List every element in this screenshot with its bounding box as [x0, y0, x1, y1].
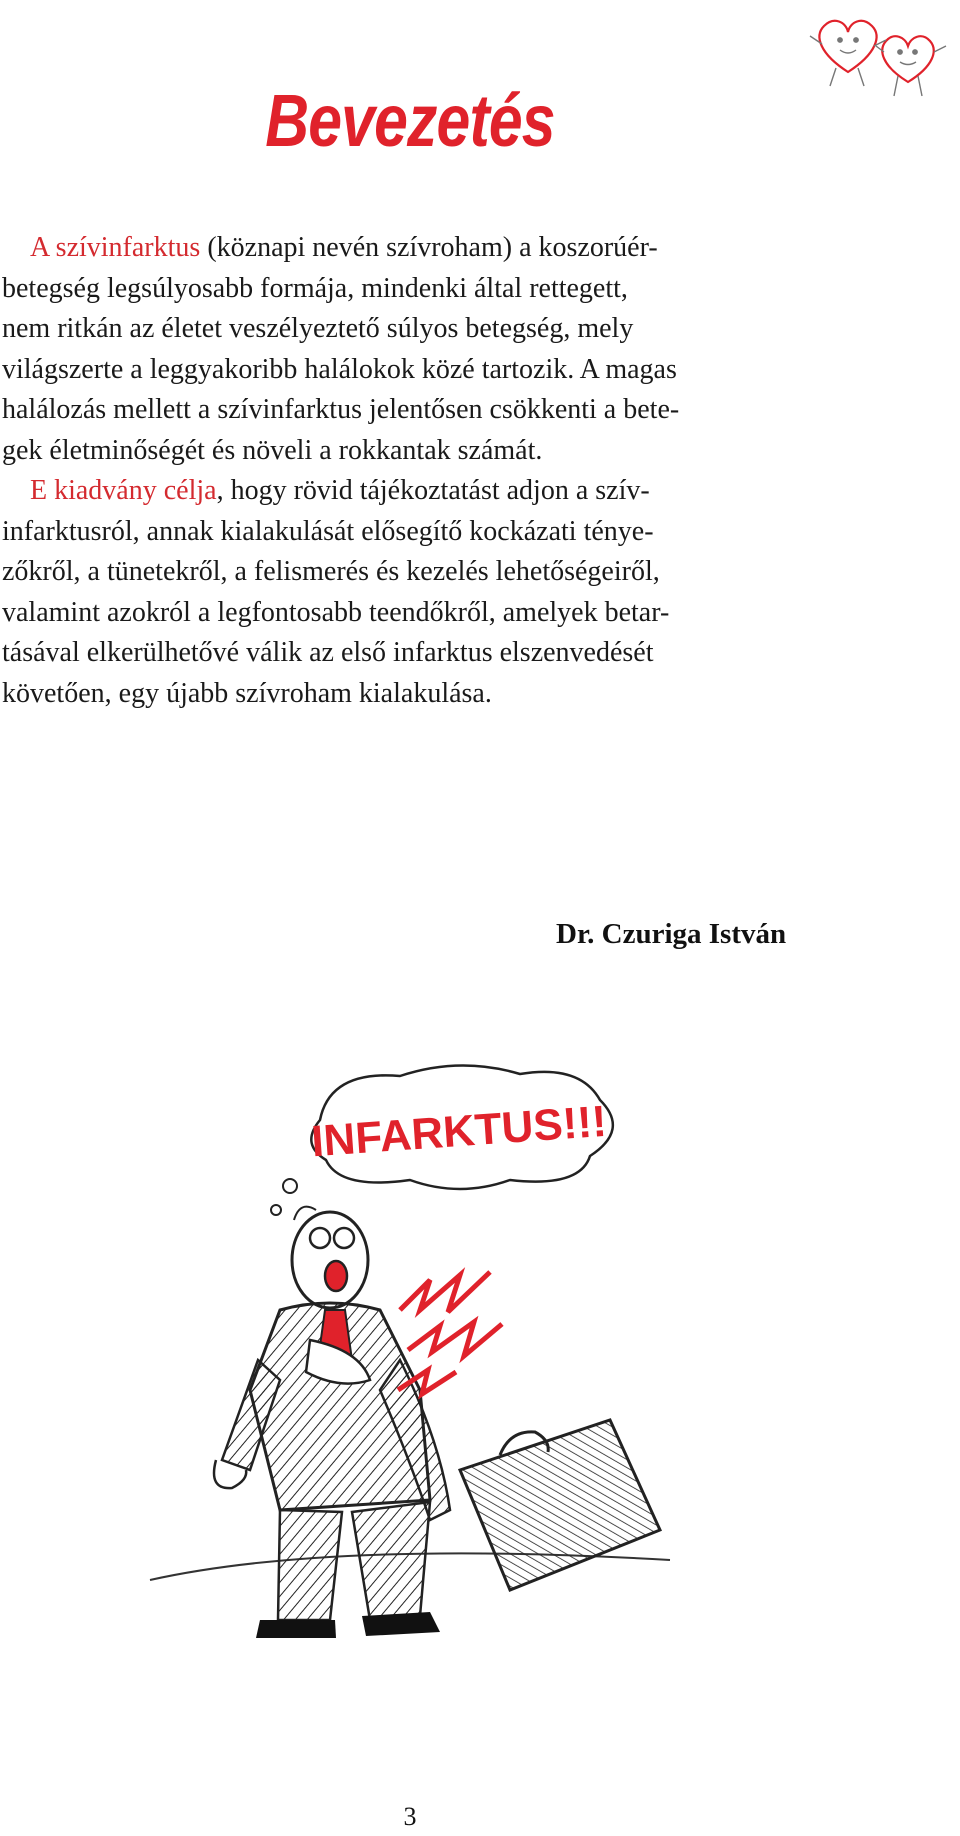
- text-line: betegség legsúlyosabb formája, mindenki által rettegett,: [2, 272, 628, 304]
- text-line: nem ritkán az életet veszélyeztető súlyos betegség, mely: [2, 313, 634, 344]
- text-line: infarktusról, annak kialakulását elősegítő kockázati ténye-: [2, 515, 654, 547]
- decorative-hearts-icon: [800, 6, 960, 106]
- text-line: világszerte a leggyakoribb halálokok közé tartozik. A magas: [2, 353, 677, 385]
- highlighted-term: E kiadvány célja: [30, 475, 217, 506]
- author-signature: Dr. Czuriga István: [556, 918, 787, 950]
- text-line: követően, egy újabb szívroham kialakulása.: [2, 677, 492, 709]
- page-title: Bevezetés: [265, 79, 555, 162]
- text-line: A szívinfarktus (köznapi nevén szívroham) a koszorúér-: [30, 232, 658, 263]
- text-line: zőkről, a tünetekről, a felismerés és kezelés lehetőségeiről,: [2, 556, 660, 587]
- text-line: valamint azokról a legfontosabb teendőkről, amelyek betar-: [2, 596, 670, 628]
- text-line: gek életminőségét és növeli a rokkantak számát.: [2, 434, 543, 466]
- text-line: tásával elkerülhetővé válik az első infarktus elszenvedését: [2, 637, 654, 668]
- page-number: 3: [403, 1802, 417, 1831]
- heart-attack-cartoon-illustration: [130, 1060, 730, 1700]
- text-line: halálozás mellett a szívinfarktus jelentősen csökkenti a bete-: [2, 394, 680, 425]
- intro-text: [2, 228, 802, 714]
- speech-bubble-text: INFARKTUS!!!: [309, 1096, 609, 1167]
- highlighted-term: A szívinfarktus: [30, 232, 201, 263]
- text-line: E kiadvány célja, hogy rövid tájékoztatást adjon a szív-: [30, 475, 650, 506]
